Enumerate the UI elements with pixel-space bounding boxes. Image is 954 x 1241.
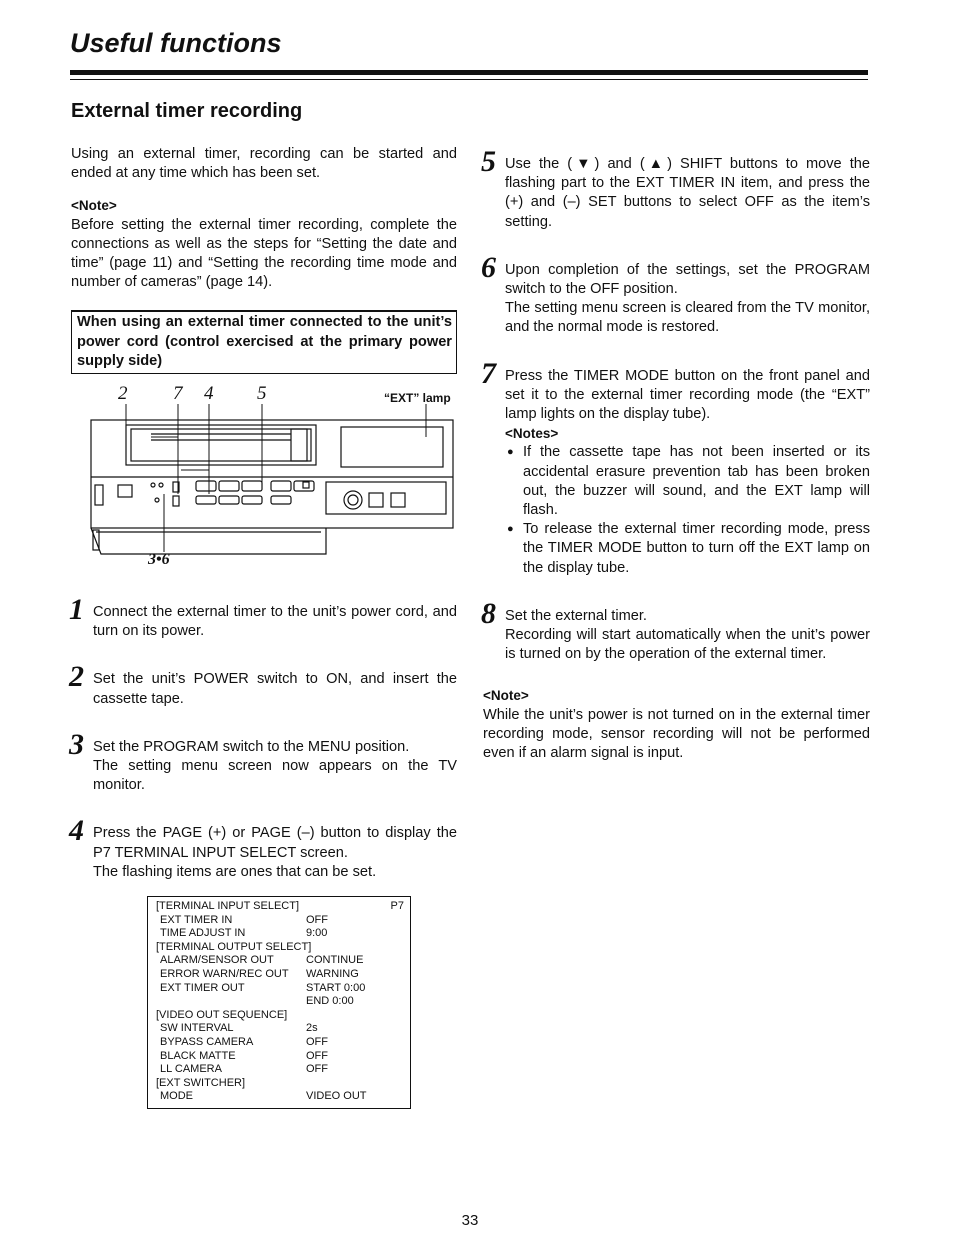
menu-row — [156, 927, 404, 941]
note-2-label: <Note> — [483, 688, 529, 704]
menu-item-label: SW INTERVAL — [160, 1022, 234, 1035]
warning-box: When using an external timer connected to the unit’s power cord (control exercised at the primary power supply side) — [71, 310, 457, 374]
menu-item-label: BLACK MATTE — [160, 1049, 236, 1062]
step-6-text-2: The setting menu screen is cleared from the TV monitor, and the normal mode is restored. — [505, 300, 870, 336]
menu-item-value: CONTINUE — [306, 954, 364, 967]
menu-item-label: TIME ADJUST IN — [160, 927, 246, 940]
menu-row — [156, 982, 404, 996]
menu-row — [156, 968, 404, 982]
ext-lamp-label: “EXT” lamp — [384, 391, 451, 406]
note-2-text: While the unit’s power is not turned on in the external timer recording mode, sensor recording will not be performed even if an alarm signal is input. — [483, 706, 870, 762]
menu-item-value: START 0:00 — [306, 981, 366, 994]
step-2-number: 2 — [69, 660, 84, 694]
menu-page-indicator: P7 — [390, 900, 404, 913]
settings-menu-screen — [147, 896, 411, 1109]
page-header-title: Useful functions — [70, 28, 282, 58]
vcr-diagram — [71, 382, 457, 597]
menu-row — [156, 1077, 404, 1091]
step-5-number: 5 — [481, 145, 496, 178]
header-rule-thin — [70, 79, 868, 80]
menu-row — [156, 1009, 404, 1023]
step-5-text: Use the (▼) and (▲) SHIFT buttons to move the flashing part to the EXT TIMER IN item, and press the (+) and (–) SET buttons to select OFF as the item’s setting. — [505, 156, 870, 230]
step-7 — [481, 356, 870, 578]
menu-row — [156, 900, 404, 914]
step-2 — [69, 660, 457, 708]
note-label: <Note> — [71, 198, 117, 214]
step-4-number: 4 — [69, 814, 84, 848]
vcr-front-panel-illustration — [71, 382, 457, 597]
menu-row — [156, 1090, 404, 1104]
menu-row — [156, 941, 404, 955]
step-3-number: 3 — [69, 727, 84, 761]
menu-item-label: [VIDEO OUT SEQUENCE] — [156, 1008, 288, 1021]
menu-item-label: ALARM/SENSOR OUT — [160, 954, 274, 967]
menu-item-value: END 0:00 — [306, 995, 354, 1008]
step-7-note-item: ● To release the external timer recording mode, press the TIMER MODE button to turn off the EXT lamp on the display tube. — [505, 520, 870, 578]
step-7-notes-label: <Notes> — [505, 426, 559, 442]
menu-item-value: 2s — [306, 1022, 318, 1035]
menu-row — [156, 1063, 404, 1077]
step-4-text: Press the PAGE (+) or PAGE (–) button to display the P7 TERMINAL INPUT SELECT screen. — [93, 825, 457, 861]
step-4-text-2: The flashing items are ones that can be set. — [93, 863, 377, 880]
menu-item-label: ERROR WARN/REC OUT — [160, 968, 289, 981]
step-7-number: 7 — [481, 356, 496, 390]
menu-item-label: LL CAMERA — [160, 1063, 222, 1076]
step-1 — [69, 593, 457, 641]
left-column — [71, 145, 457, 1109]
step-3-text-2: The setting menu screen now appears on the TV monitor. — [93, 758, 457, 794]
step-8-number: 8 — [481, 596, 496, 630]
menu-row — [156, 995, 404, 1009]
menu-item-label: EXT TIMER IN — [160, 913, 233, 926]
step-1-text: Connect the external timer to the unit’s power cord, and turn on its power. — [93, 604, 457, 640]
menu-row — [156, 954, 404, 968]
menu-item-label: [TERMINAL OUTPUT SELECT] — [156, 940, 312, 953]
note-text: Before setting the external timer recording, complete the connections as well as the steps for “Setting the date and time” (page 11) and “Setting the recording time mode and number of cameras” (page 14). — [71, 216, 457, 291]
menu-item-value: OFF — [306, 1063, 328, 1076]
step-6-text: Upon completion of the settings, set the PROGRAM switch to the OFF position. — [505, 261, 870, 298]
step-3-text: Set the PROGRAM switch to the MENU position. — [93, 738, 410, 755]
menu-row — [156, 1050, 404, 1064]
step-2-text: Set the unit’s POWER switch to ON, and insert the cassette tape. — [93, 671, 457, 707]
page-number: 33 — [461, 1212, 479, 1229]
diagram-label-4: 4 — [204, 383, 214, 405]
menu-row — [156, 1022, 404, 1036]
intro-text: Using an external timer, recording can be started and ended at any time which has been set. — [71, 146, 457, 182]
menu-row — [156, 914, 404, 928]
diagram-label-7: 7 — [173, 383, 183, 405]
menu-item-label: EXT TIMER OUT — [160, 981, 245, 994]
menu-item-value: WARNING — [306, 968, 359, 981]
menu-item-value: OFF — [306, 1049, 328, 1062]
step-7-note-item: ● If the cassette tape has not been inserted or its accidental erasure prevention tab has been broken out, the buzzer will sound, and the EXT lamp will flash. — [505, 443, 870, 520]
diagram-label-5: 5 — [257, 383, 267, 405]
header-rule — [70, 70, 868, 75]
menu-item-value: 9:00 — [306, 927, 328, 940]
diagram-label-3-6: 3•6 — [148, 551, 170, 569]
step-8 — [481, 596, 870, 665]
menu-item-label: MODE — [160, 1090, 193, 1103]
menu-item-label: BYPASS CAMERA — [160, 1036, 254, 1048]
step-8-text-2: Recording will start automatically when the unit’s power is turned on by the operation of the external timer. — [505, 627, 870, 663]
menu-item-label: [TERMINAL INPUT SELECT] — [156, 900, 300, 913]
step-5 — [481, 145, 870, 232]
step-8-text: Set the external timer. — [505, 607, 647, 624]
step-1-number: 1 — [69, 593, 84, 627]
diagram-label-2: 2 — [118, 383, 128, 405]
step-3 — [69, 727, 457, 796]
section-title: External timer recording — [71, 100, 303, 122]
menu-item-value: OFF — [306, 913, 328, 926]
step-6 — [481, 250, 870, 338]
menu-item-value: VIDEO OUT — [306, 1090, 367, 1103]
step-4 — [69, 814, 457, 882]
menu-item-label: [EXT SWITCHER] — [156, 1076, 246, 1089]
menu-row — [156, 1036, 404, 1050]
step-6-number: 6 — [481, 250, 496, 284]
right-column — [483, 145, 870, 763]
step-7-text: Press the TIMER MODE button on the front panel and set it to the external timer recording mode (the “EXT” lamp lights on the display tube). — [505, 367, 870, 423]
menu-item-value: OFF — [306, 1036, 328, 1048]
